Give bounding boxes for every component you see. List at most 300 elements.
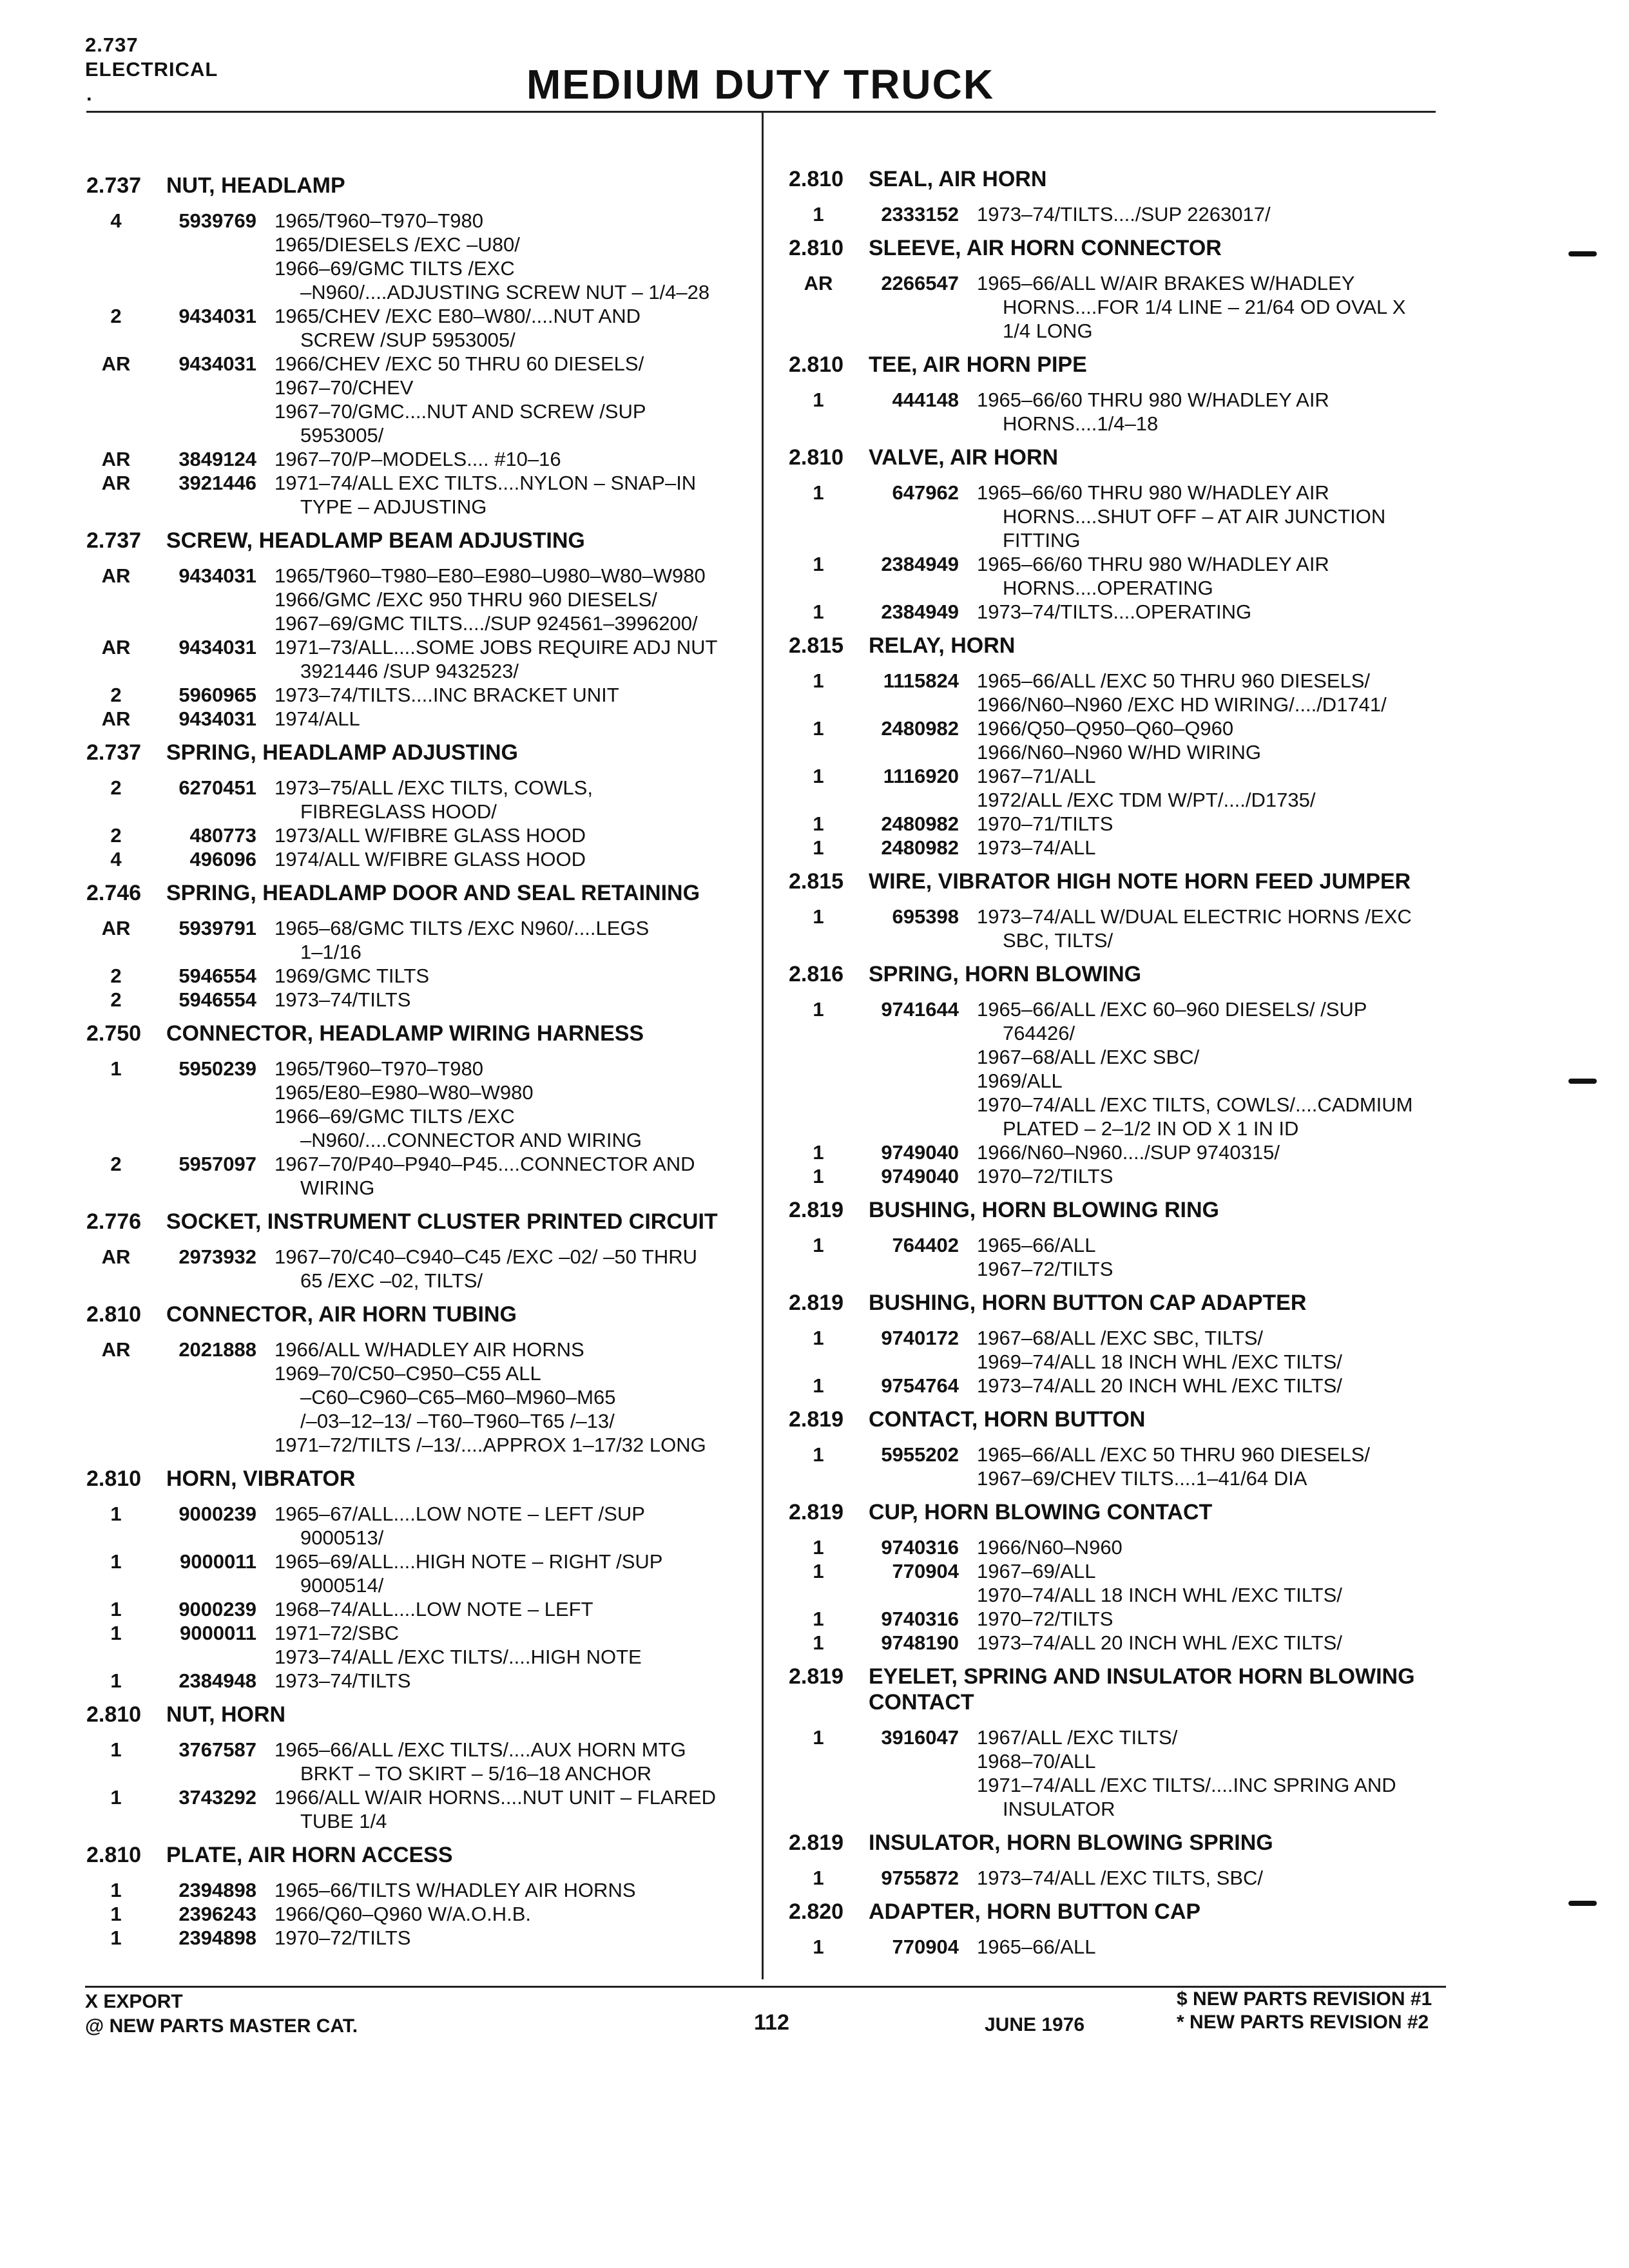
- description-line: 1966/ALL W/HADLEY AIR HORNS: [275, 1338, 584, 1361]
- section-code: 2.819: [789, 1831, 844, 1855]
- section-title: [789, 961, 1440, 987]
- part-description: [977, 600, 1440, 624]
- description-line: 1970–72/TILTS: [977, 1165, 1113, 1187]
- page-number: 112: [754, 2010, 789, 2035]
- part-entry: [789, 1326, 1440, 1374]
- description-line: 1966/CHEV /EXC 50 THRU 60 DIESELS/: [275, 352, 644, 375]
- section-title: [86, 528, 737, 553]
- section-code: 2.810: [86, 1843, 142, 1867]
- section-name: CONTACT, HORN BUTTON: [869, 1407, 1146, 1432]
- part-quantity: 1: [110, 1786, 122, 1809]
- part-number: 2394898: [178, 1927, 256, 1949]
- part-quantity: 1: [813, 553, 824, 575]
- part-description: [977, 1935, 1440, 1959]
- part-quantity: 1: [813, 812, 824, 835]
- section-title: [789, 1830, 1440, 1856]
- description-line: FIBREGLASS HOOD/: [300, 800, 497, 823]
- description-line: 1967–69/ALL: [977, 1560, 1096, 1582]
- description-line: 1973–74/TILTS....OPERATING: [977, 601, 1252, 623]
- part-quantity: 1: [813, 481, 824, 504]
- description-line: 1973–74/ALL W/DUAL ELECTRIC HORNS /EXC: [977, 905, 1412, 928]
- part-number: 9434031: [178, 352, 256, 375]
- section-title: [789, 445, 1440, 470]
- header-section-name: ELECTRICAL: [85, 58, 218, 81]
- parts-section: [789, 869, 1440, 952]
- description-line: 1973–74/ALL /EXC TILTS, SBC/: [977, 1867, 1264, 1889]
- part-number: 9749040: [881, 1141, 959, 1164]
- parts-section: [86, 1209, 737, 1293]
- part-entry: [789, 202, 1440, 226]
- section-title: [789, 235, 1440, 261]
- description-line: SCREW /SUP 5953005/: [300, 329, 516, 351]
- description-line: 1973–74/TILTS: [275, 988, 411, 1011]
- section-name: CONNECTOR, HEADLAMP WIRING HARNESS: [166, 1021, 644, 1046]
- section-code: 2.810: [86, 1302, 142, 1327]
- part-number: 2480982: [881, 812, 959, 835]
- margin-tick-mark: [1568, 1079, 1597, 1084]
- part-quantity: 2: [110, 824, 122, 847]
- part-quantity: 1: [813, 998, 824, 1021]
- part-entry: [789, 1607, 1440, 1631]
- part-quantity: 1: [813, 1141, 824, 1164]
- description-line: 1965–66/ALL: [977, 1234, 1096, 1256]
- part-number: 444148: [892, 389, 959, 411]
- section-title: [86, 1702, 737, 1727]
- part-number: 496096: [189, 848, 256, 870]
- part-quantity: AR: [101, 564, 131, 587]
- parts-section: [86, 173, 737, 519]
- part-quantity: 2: [110, 684, 122, 706]
- part-number: 9000239: [178, 1503, 256, 1525]
- description-line: 1967–69/GMC TILTS..../SUP 924561–3996200/: [275, 612, 698, 635]
- parts-section: [86, 528, 737, 731]
- part-quantity: AR: [101, 917, 131, 939]
- part-entry: [86, 209, 737, 304]
- part-number: 2384949: [881, 601, 959, 623]
- description-line: 1967–69/CHEV TILTS....1–41/64 DIA: [977, 1467, 1307, 1490]
- part-quantity: 4: [110, 209, 122, 232]
- part-entry: [86, 635, 737, 683]
- parts-section: [86, 1842, 737, 1950]
- right-column: [789, 166, 1440, 1968]
- description-line: 1967–70/P40–P940–P45....CONNECTOR AND: [275, 1153, 695, 1175]
- part-entry: [789, 1866, 1440, 1890]
- section-code: 2.819: [789, 1500, 844, 1524]
- part-number: 770904: [892, 1936, 959, 1958]
- description-line: 1965/T960–T970–T980: [275, 209, 484, 232]
- parts-section: [789, 1830, 1440, 1890]
- part-description: [275, 707, 737, 731]
- part-number: 2480982: [881, 836, 959, 859]
- footer-export-legend: X EXPORT: [85, 1991, 183, 2012]
- part-number: 5955202: [881, 1443, 959, 1466]
- part-number: 5939791: [178, 917, 256, 939]
- part-description: [275, 471, 737, 519]
- parts-section: [789, 235, 1440, 343]
- section-name: SLEEVE, AIR HORN CONNECTOR: [869, 236, 1222, 260]
- footer-revision-1: $ NEW PARTS REVISION #1: [1177, 1988, 1432, 2010]
- section-code: 2.815: [789, 633, 844, 658]
- description-line: 1973–74/ALL 20 INCH WHL /EXC TILTS/: [977, 1631, 1342, 1654]
- description-line: 1970–72/TILTS: [275, 1927, 411, 1949]
- part-quantity: AR: [804, 272, 833, 294]
- description-line: 3921446 /SUP 9432523/: [300, 660, 519, 682]
- description-line: SBC, TILTS/: [1003, 929, 1113, 952]
- parts-section: [789, 1407, 1440, 1490]
- part-description: [977, 1140, 1440, 1164]
- section-name: SPRING, HEADLAMP DOOR AND SEAL RETAINING: [166, 881, 700, 905]
- part-number: 9748190: [881, 1631, 959, 1654]
- header-section-code: 2.737: [85, 34, 139, 56]
- part-entry: [86, 1785, 737, 1833]
- part-description: [275, 304, 737, 352]
- description-line: 1967–70/CHEV: [275, 376, 414, 399]
- section-title: [789, 166, 1440, 192]
- part-entry: [86, 1502, 737, 1550]
- part-quantity: 2: [110, 776, 122, 799]
- part-description: [977, 1443, 1440, 1490]
- part-number: 3921446: [178, 472, 256, 494]
- description-line: 1973–75/ALL /EXC TILTS, COWLS,: [275, 776, 593, 799]
- part-entry: [789, 764, 1440, 812]
- part-quantity: 1: [813, 765, 824, 787]
- parts-section: [789, 1664, 1440, 1821]
- description-line: 1965/E80–E980–W80–W980: [275, 1081, 534, 1104]
- section-name: HORN, VIBRATOR: [166, 1466, 356, 1491]
- part-entry: [86, 1926, 737, 1950]
- part-entry: [789, 388, 1440, 436]
- part-number: 2384949: [881, 553, 959, 575]
- part-number: 5957097: [178, 1153, 256, 1175]
- part-description: [275, 1338, 737, 1457]
- part-description: [275, 564, 737, 635]
- part-quantity: 1: [110, 1927, 122, 1949]
- part-description: [977, 202, 1440, 226]
- part-quantity: 4: [110, 848, 122, 870]
- description-line: 1965–66/ALL /EXC 60–960 DIESELS/ /SUP: [977, 998, 1367, 1021]
- description-line: /–03–12–13/ –T60–T960–T65 /–13/: [300, 1410, 615, 1432]
- part-entry: [789, 552, 1440, 600]
- part-number: 2333152: [881, 203, 959, 226]
- description-line: HORNS....SHUT OFF – AT AIR JUNCTION: [1003, 505, 1386, 528]
- parts-section: [86, 880, 737, 1012]
- part-number: 2394898: [178, 1879, 256, 1901]
- part-quantity: 1: [813, 1631, 824, 1654]
- part-description: [275, 1878, 737, 1902]
- description-line: 1973/ALL W/FIBRE GLASS HOOD: [275, 824, 586, 847]
- part-number: 9755872: [881, 1867, 959, 1889]
- part-entry: [86, 1152, 737, 1200]
- part-number: 9434031: [178, 707, 256, 730]
- part-description: [977, 1607, 1440, 1631]
- parts-section: [789, 445, 1440, 624]
- parts-section: [789, 1290, 1440, 1398]
- part-number: 695398: [892, 905, 959, 928]
- section-name: SOCKET, INSTRUMENT CLUSTER PRINTED CIRCUIT: [166, 1209, 718, 1234]
- part-description: [977, 1535, 1440, 1559]
- description-line: 1965/T960–T980–E80–E980–U980–W80–W980: [275, 564, 706, 587]
- footer-master-legend: @ NEW PARTS MASTER CAT.: [85, 2015, 358, 2037]
- part-entry: [789, 905, 1440, 952]
- description-line: 1965–66/TILTS W/HADLEY AIR HORNS: [275, 1879, 636, 1901]
- description-line: 1965–66/60 THRU 980 W/HADLEY AIR: [977, 553, 1329, 575]
- section-code: 2.737: [86, 528, 142, 553]
- description-line: 1965–67/ALL....LOW NOTE – LEFT /SUP: [275, 1503, 645, 1525]
- section-name: NUT, HEADLAMP: [166, 173, 345, 198]
- section-title: [789, 1197, 1440, 1223]
- part-number: 9434031: [178, 564, 256, 587]
- description-line: 1971–72/TILTS /–13/....APPROX 1–17/32 LONG: [275, 1434, 706, 1456]
- section-code: 2.810: [789, 236, 844, 260]
- description-line: 1969/GMC TILTS: [275, 965, 430, 987]
- section-name: BUSHING, HORN BLOWING RING: [869, 1198, 1219, 1222]
- part-quantity: 1: [110, 1503, 122, 1525]
- section-title: [789, 1899, 1440, 1925]
- part-number: 9000011: [180, 1550, 256, 1573]
- description-line: 1967–72/TILTS: [977, 1258, 1113, 1280]
- part-description: [275, 1550, 737, 1597]
- description-line: PLATED – 2–1/2 IN OD X 1 IN ID: [1003, 1117, 1299, 1140]
- part-quantity: 1: [110, 1622, 122, 1644]
- part-number: 2266547: [881, 272, 959, 294]
- part-entry: [789, 812, 1440, 836]
- part-number: 1115824: [883, 669, 959, 692]
- description-line: TYPE – ADJUSTING: [300, 495, 487, 518]
- description-line: 1967–68/ALL /EXC SBC, TILTS/: [977, 1327, 1264, 1349]
- page-title: MEDIUM DUTY TRUCK: [526, 61, 995, 108]
- part-number: 9434031: [178, 636, 256, 658]
- section-title: [789, 869, 1440, 894]
- part-description: [977, 1866, 1440, 1890]
- header-dot: .: [86, 82, 93, 105]
- part-entry: [86, 1245, 737, 1293]
- section-code: 2.750: [86, 1021, 142, 1046]
- section-name: CUP, HORN BLOWING CONTACT: [869, 1500, 1213, 1524]
- part-description: [275, 823, 737, 847]
- part-description: [977, 1725, 1440, 1821]
- part-quantity: 1: [813, 389, 824, 411]
- description-line: 1974/ALL: [275, 707, 360, 730]
- part-description: [977, 836, 1440, 860]
- part-number: 9749040: [881, 1165, 959, 1187]
- description-line: 1969–74/ALL 18 INCH WHL /EXC TILTS/: [977, 1350, 1342, 1373]
- description-line: 1965–66/ALL W/AIR BRAKES W/HADLEY: [977, 272, 1355, 294]
- part-quantity: 1: [813, 905, 824, 928]
- part-entry: [86, 847, 737, 871]
- part-quantity: 1: [110, 1057, 122, 1080]
- part-number: 5946554: [178, 965, 256, 987]
- part-entry: [86, 1338, 737, 1457]
- section-name: ADAPTER, HORN BUTTON CAP: [869, 1899, 1201, 1924]
- description-line: 1966/Q60–Q960 W/A.O.H.B.: [275, 1903, 532, 1925]
- part-number: 2384948: [178, 1669, 256, 1692]
- part-entry: [789, 1164, 1440, 1188]
- parts-section: [86, 1466, 737, 1693]
- description-line: FITTING: [1003, 529, 1081, 552]
- column-divider: [762, 112, 764, 1979]
- part-number: 9741644: [881, 998, 959, 1021]
- part-entry: [789, 836, 1440, 860]
- section-name: WIRE, VIBRATOR HIGH NOTE HORN FEED JUMPER: [869, 869, 1411, 894]
- description-line: 1967–70/P–MODELS.... #10–16: [275, 448, 561, 470]
- part-number: 9000011: [180, 1622, 256, 1644]
- part-description: [275, 776, 737, 823]
- part-description: [977, 764, 1440, 812]
- part-description: [275, 1926, 737, 1950]
- part-number: 5950239: [178, 1057, 256, 1080]
- part-description: [977, 905, 1440, 952]
- part-description: [977, 1326, 1440, 1374]
- description-line: 1969–70/C50–C950–C55 ALL: [275, 1362, 541, 1385]
- part-description: [275, 352, 737, 447]
- description-line: WIRING: [300, 1177, 375, 1199]
- part-entry: [86, 988, 737, 1012]
- description-line: 1967–70/GMC....NUT AND SCREW /SUP: [275, 400, 646, 423]
- part-entry: [789, 271, 1440, 343]
- part-number: 2021888: [178, 1338, 256, 1361]
- part-quantity: 1: [813, 601, 824, 623]
- part-number: 3767587: [178, 1738, 256, 1761]
- part-description: [977, 812, 1440, 836]
- description-line: 1969/ALL: [977, 1070, 1063, 1092]
- description-line: 1971–74/ALL EXC TILTS....NYLON – SNAP–IN: [275, 472, 697, 494]
- description-line: 1965/CHEV /EXC E80–W80/....NUT AND: [275, 305, 641, 327]
- part-quantity: AR: [101, 636, 131, 658]
- section-code: 2.810: [86, 1702, 142, 1727]
- part-quantity: 1: [813, 669, 824, 692]
- part-entry: [86, 564, 737, 635]
- part-description: [275, 916, 737, 964]
- description-line: 1–1/16: [300, 941, 361, 963]
- description-line: 1972/ALL /EXC TDM W/PT/..../D1735/: [977, 789, 1316, 811]
- part-number: 480773: [189, 824, 256, 847]
- parts-section: [789, 961, 1440, 1188]
- part-description: [275, 1502, 737, 1550]
- description-line: 1973–74/ALL: [977, 836, 1096, 859]
- part-description: [275, 1057, 737, 1152]
- description-line: 764426/: [1003, 1022, 1075, 1044]
- description-line: INSULATOR: [1003, 1798, 1115, 1820]
- part-entry: [86, 471, 737, 519]
- part-quantity: 1: [813, 1560, 824, 1582]
- part-description: [977, 669, 1440, 716]
- part-quantity: 1: [813, 1165, 824, 1187]
- part-description: [977, 388, 1440, 436]
- description-line: 1965–66/ALL: [977, 1936, 1096, 1958]
- part-entry: [789, 669, 1440, 716]
- part-description: [977, 481, 1440, 552]
- part-entry: [789, 600, 1440, 624]
- part-number: 9434031: [178, 305, 256, 327]
- description-line: 1966–69/GMC TILTS /EXC: [275, 1105, 515, 1128]
- description-line: 1965–66/ALL /EXC 50 THRU 960 DIESELS/: [977, 669, 1371, 692]
- part-number: 5939769: [178, 209, 256, 232]
- section-name: SPRING, HEADLAMP ADJUSTING: [166, 740, 518, 765]
- description-line: 1965/DIESELS /EXC –U80/: [275, 233, 520, 256]
- description-line: 1973–74/TILTS: [275, 1669, 411, 1692]
- part-quantity: 1: [813, 1536, 824, 1559]
- section-title: [789, 1499, 1440, 1525]
- section-title: [86, 1842, 737, 1868]
- part-quantity: 1: [813, 717, 824, 740]
- description-line: 1/4 LONG: [1003, 320, 1093, 342]
- part-description: [275, 988, 737, 1012]
- part-description: [275, 209, 737, 304]
- description-line: 5953005/: [300, 424, 384, 447]
- part-quantity: AR: [101, 1338, 131, 1361]
- part-entry: [86, 823, 737, 847]
- part-description: [275, 964, 737, 988]
- description-line: 1967–68/ALL /EXC SBC/: [977, 1046, 1200, 1068]
- section-title: [86, 1466, 737, 1492]
- part-number: 5960965: [178, 684, 256, 706]
- section-name: PLATE, AIR HORN ACCESS: [166, 1843, 453, 1867]
- description-line: 1971–72/SBC: [275, 1622, 400, 1644]
- description-line: 1967–70/C40–C940–C45 /EXC –02/ –50 THRU: [275, 1245, 698, 1268]
- part-quantity: AR: [101, 448, 131, 470]
- part-description: [977, 997, 1440, 1140]
- part-number: 1116920: [883, 765, 959, 787]
- part-description: [275, 1902, 737, 1926]
- section-code: 2.746: [86, 881, 142, 905]
- part-number: 9740172: [881, 1327, 959, 1349]
- description-line: 1965–68/GMC TILTS /EXC N960/....LEGS: [275, 917, 650, 939]
- part-entry: [789, 716, 1440, 764]
- parts-section: [86, 740, 737, 871]
- part-description: [977, 1164, 1440, 1188]
- part-quantity: 1: [110, 1879, 122, 1901]
- part-quantity: 1: [813, 1443, 824, 1466]
- part-description: [275, 683, 737, 707]
- part-number: 5946554: [178, 988, 256, 1011]
- part-description: [977, 1559, 1440, 1607]
- part-quantity: 1: [813, 1936, 824, 1958]
- part-number: 9000239: [178, 1598, 256, 1620]
- part-entry: [86, 447, 737, 471]
- description-line: 1966/N60–N960..../SUP 9740315/: [977, 1141, 1280, 1164]
- part-quantity: 2: [110, 1153, 122, 1175]
- part-quantity: 2: [110, 305, 122, 327]
- section-code: 2.819: [789, 1198, 844, 1222]
- parts-section: [789, 1899, 1440, 1959]
- section-code: 2.819: [789, 1664, 844, 1689]
- part-number: 6270451: [178, 776, 256, 799]
- part-entry: [86, 1621, 737, 1669]
- description-line: 1970–72/TILTS: [977, 1608, 1113, 1630]
- part-quantity: 1: [110, 1550, 122, 1573]
- part-entry: [86, 707, 737, 731]
- description-line: 1971–73/ALL....SOME JOBS REQUIRE ADJ NUT: [275, 636, 718, 658]
- part-entry: [789, 997, 1440, 1140]
- part-entry: [86, 683, 737, 707]
- section-name: SCREW, HEADLAMP BEAM ADJUSTING: [166, 528, 585, 553]
- part-description: [275, 1245, 737, 1293]
- description-line: HORNS....FOR 1/4 LINE – 21/64 OD OVAL X: [1003, 296, 1406, 318]
- description-line: 1966/N60–N960: [977, 1536, 1123, 1559]
- description-line: HORNS....OPERATING: [1003, 577, 1213, 599]
- part-entry: [86, 916, 737, 964]
- part-description: [275, 447, 737, 471]
- section-name: TEE, AIR HORN PIPE: [869, 352, 1087, 377]
- section-name: SEAL, AIR HORN: [869, 167, 1047, 191]
- part-description: [977, 716, 1440, 764]
- part-entry: [789, 1140, 1440, 1164]
- description-line: 1966/GMC /EXC 950 THRU 960 DIESELS/: [275, 588, 657, 611]
- part-quantity: 2: [110, 988, 122, 1011]
- section-title: [789, 1290, 1440, 1316]
- section-code: 2.737: [86, 740, 142, 765]
- description-line: 9000513/: [300, 1526, 384, 1549]
